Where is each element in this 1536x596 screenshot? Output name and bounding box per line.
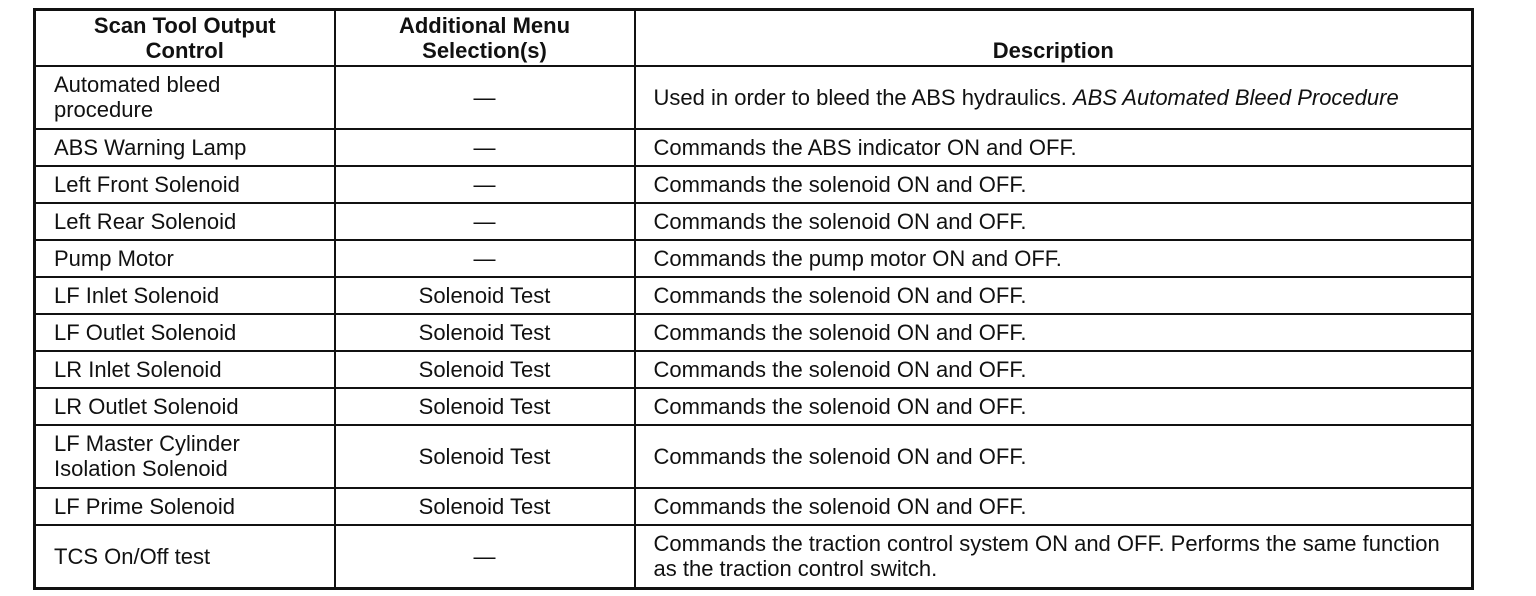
table-row (35, 525, 1473, 589)
table-row (35, 314, 1473, 351)
menu-selection-cell: — (335, 203, 635, 240)
scan-tool-output-control-table (33, 8, 1474, 590)
table-row (35, 240, 1473, 277)
menu-selection-cell: — (335, 240, 635, 277)
description-cell: Commands the solenoid ON and OFF. (635, 488, 1473, 525)
description-text: Used in order to bleed the ABS hydraulics. (653, 84, 1067, 110)
control-cell: Pump Motor (35, 240, 335, 277)
description-cell: Commands the solenoid ON and OFF. (635, 388, 1473, 425)
description-cell: Commands the solenoid ON and OFF. (635, 277, 1473, 314)
table-header-row (35, 10, 1473, 66)
menu-selection-cell: Solenoid Test (335, 277, 635, 314)
table-row (35, 66, 1473, 129)
header-description: Description (635, 10, 1473, 66)
table-row (35, 129, 1473, 166)
control-cell: LF Inlet Solenoid (35, 277, 335, 314)
menu-selection-cell: — (335, 129, 635, 166)
description-cell: Commands the solenoid ON and OFF. (635, 314, 1473, 351)
menu-selection-cell: Solenoid Test (335, 488, 635, 525)
table-row (35, 166, 1473, 203)
menu-selection-cell: Solenoid Test (335, 388, 635, 425)
description-cell (635, 66, 1473, 129)
control-cell: LF Outlet Solenoid (35, 314, 335, 351)
table-row (35, 203, 1473, 240)
control-cell: Left Front Solenoid (35, 166, 335, 203)
menu-selection-cell: Solenoid Test (335, 351, 635, 388)
table-row (35, 351, 1473, 388)
header-scan-tool-output-control: Scan Tool Output Control (35, 10, 335, 66)
menu-selection-cell: — (335, 66, 635, 129)
table-row (35, 277, 1473, 314)
control-cell: LF Prime Solenoid (35, 488, 335, 525)
description-cell: Commands the traction control system ON and OFF. Performs the same function as the traction control switch. (635, 525, 1473, 589)
table-row (35, 388, 1473, 425)
description-cell: Commands the solenoid ON and OFF. (635, 166, 1473, 203)
description-cell: Commands the solenoid ON and OFF. (635, 203, 1473, 240)
header-additional-menu-selections: Additional Menu Selection(s) (335, 10, 635, 66)
control-cell: LR Outlet Solenoid (35, 388, 335, 425)
control-cell: TCS On/Off test (35, 525, 335, 589)
description-cell: Commands the pump motor ON and OFF. (635, 240, 1473, 277)
menu-selection-cell: Solenoid Test (335, 314, 635, 351)
menu-selection-cell: — (335, 525, 635, 589)
table-row (35, 488, 1473, 525)
control-cell: LR Inlet Solenoid (35, 351, 335, 388)
description-cell: Commands the ABS indicator ON and OFF. (635, 129, 1473, 166)
menu-selection-cell: — (335, 166, 635, 203)
control-cell: LF Master Cylinder Isolation Solenoid (35, 425, 335, 488)
description-reference: ABS Automated Bleed Procedure (1072, 84, 1399, 110)
table-row (35, 425, 1473, 488)
control-cell: Automated bleed procedure (35, 66, 335, 129)
control-cell: ABS Warning Lamp (35, 129, 335, 166)
menu-selection-cell: Solenoid Test (335, 425, 635, 488)
description-cell: Commands the solenoid ON and OFF. (635, 351, 1473, 388)
description-cell: Commands the solenoid ON and OFF. (635, 425, 1473, 488)
control-cell: Left Rear Solenoid (35, 203, 335, 240)
